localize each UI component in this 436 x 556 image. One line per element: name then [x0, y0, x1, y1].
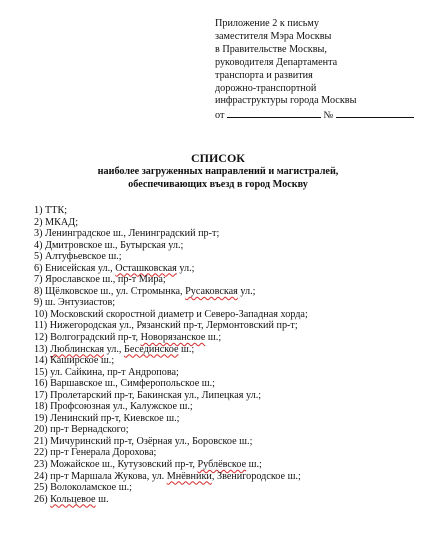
appendix-header — [215, 18, 430, 123]
list-item-text: 6) Енисейская ул., — [34, 262, 116, 274]
list-item-text: 13) — [34, 343, 51, 355]
appendix-line: Приложение 2 к письму — [215, 18, 319, 29]
list-item-text: 22) пр-т Генерала Дорохова; — [34, 447, 157, 459]
list-item-text: 26) — [34, 493, 51, 505]
appendix-line: инфраструктуры города Москвы — [215, 95, 357, 107]
list-item — [34, 297, 434, 309]
list-item — [34, 471, 434, 483]
list-item-text: 23) Можайское ш., Кутузовский пр-т, — [34, 459, 198, 471]
appendix-line: дорожно-транспортной — [215, 82, 317, 94]
list-item — [34, 378, 434, 390]
list-item-text: ул.; — [176, 262, 195, 274]
list-item — [34, 390, 434, 402]
list-item — [34, 482, 434, 494]
date-blank — [227, 108, 321, 118]
list-item — [34, 286, 434, 298]
list-item — [34, 459, 434, 471]
list-item-text: ул., — [104, 343, 125, 355]
title-subtitle-line-2: обеспечивающих въезд в город Москву — [128, 178, 308, 190]
list-item-text: 17) Пролетарский пр-т, Бакинская ул., Липецкая ул.; — [34, 389, 262, 401]
list-item — [34, 320, 434, 332]
misspelled-word: Новорязанское — [140, 332, 206, 344]
list-item — [34, 240, 434, 252]
list-item — [34, 205, 434, 217]
list-item-text: 19) Ленинский пр-т, Киевское ш.; — [34, 412, 180, 424]
misspelled-word: Рублёвское — [197, 459, 247, 471]
misspelled-word: Осташковская — [115, 262, 177, 274]
appendix-date-number-line — [215, 108, 430, 123]
title-main: СПИСОК — [190, 151, 246, 165]
list-item-text: 7) Ярославское ш., пр-т Мира; — [34, 274, 166, 286]
list-item-text: 8) Щёлковское ш., ул. Стромынка, — [34, 285, 186, 297]
list-item-text: ул.; — [237, 285, 256, 297]
list-item-text: 24) пр-т Маршала Жукова, ул. — [34, 470, 167, 482]
list-item — [34, 413, 434, 425]
list-item — [34, 228, 434, 240]
appendix-line: в Правительстве Москвы, — [215, 43, 327, 55]
list-item — [34, 332, 434, 344]
appendix-line: транспорта и развития — [215, 69, 313, 81]
document-title — [0, 151, 436, 192]
list-item-text: 18) Профсоюзная ул., Калужское ш.; — [34, 401, 193, 413]
appendix-line: руководителя Департамента — [215, 56, 338, 68]
list-item-text: ш.; — [205, 332, 222, 344]
number-blank — [336, 108, 414, 118]
list-item-text: 5) Алтуфьевское ш.; — [34, 251, 122, 263]
list-item-text: 11) Нижегородская ул., Рязанский пр-т, Лермонтовский пр-т; — [34, 320, 298, 332]
list-item — [34, 344, 434, 356]
misspelled-word: Люблинская — [50, 343, 105, 355]
list-item-text: ш. — [95, 493, 109, 505]
list-item-text: 25) Волоколамское ш.; — [34, 482, 132, 494]
misspelled-word: Кольцевое — [50, 493, 96, 505]
list-item-text: 2) МКАД; — [34, 216, 79, 228]
list-item — [34, 436, 434, 448]
list-item — [34, 274, 434, 286]
list-item-text: 3) Ленинградское ш., Ленинградский пр-т; — [34, 228, 220, 240]
list-item — [34, 251, 434, 263]
list-item-text: 1) ТТК; — [34, 205, 68, 216]
misspelled-word: Бесединское — [124, 343, 179, 355]
list-item-text: 9) ш. Энтузиастов; — [34, 297, 116, 309]
list-item-text: 10) Московский скоростной диаметр и Северо-Западная хорда; — [34, 308, 308, 320]
list-item — [34, 494, 434, 506]
list-item — [34, 367, 434, 379]
misspelled-word: Русаковская — [185, 285, 238, 297]
list-item — [34, 355, 434, 367]
list-item-text: 16) Варшавское ш., Симферопольское ш.; — [34, 378, 215, 390]
list-item-text: 14) Каширское ш.; — [34, 355, 115, 367]
list-item-text: 4) Дмитровское ш., Бутырская ул.; — [34, 239, 184, 251]
date-prefix: от — [215, 110, 225, 122]
list-item-text: 15) ул. Сайкина, пр-т Андропова; — [34, 366, 179, 378]
list-item-text: ш.; — [178, 343, 195, 355]
list-item — [34, 309, 434, 321]
list-item-text: 21) Мичуринский пр-т, Озёрная ул., Боровское ш.; — [34, 435, 253, 447]
list-item — [34, 217, 434, 229]
list-item-text: , Звенигородское ш.; — [211, 470, 301, 482]
list-item-text: 20) пр-т Вернадского; — [34, 424, 129, 436]
number-sign: № — [323, 110, 334, 122]
list-item — [34, 447, 434, 459]
list-item-text: 12) Волгоградский пр-т, — [34, 332, 141, 344]
title-subtitle-line-1: наиболее загруженных направлений и магистралей, — [97, 166, 339, 177]
list-item-text: ш.; — [246, 459, 262, 471]
misspelled-word: Мнёвники — [166, 470, 212, 482]
list-item — [34, 263, 434, 275]
appendix-line: заместителя Мэра Москвы — [215, 30, 332, 42]
list-item — [34, 401, 434, 413]
list-item — [34, 424, 434, 436]
routes-list — [34, 205, 434, 505]
